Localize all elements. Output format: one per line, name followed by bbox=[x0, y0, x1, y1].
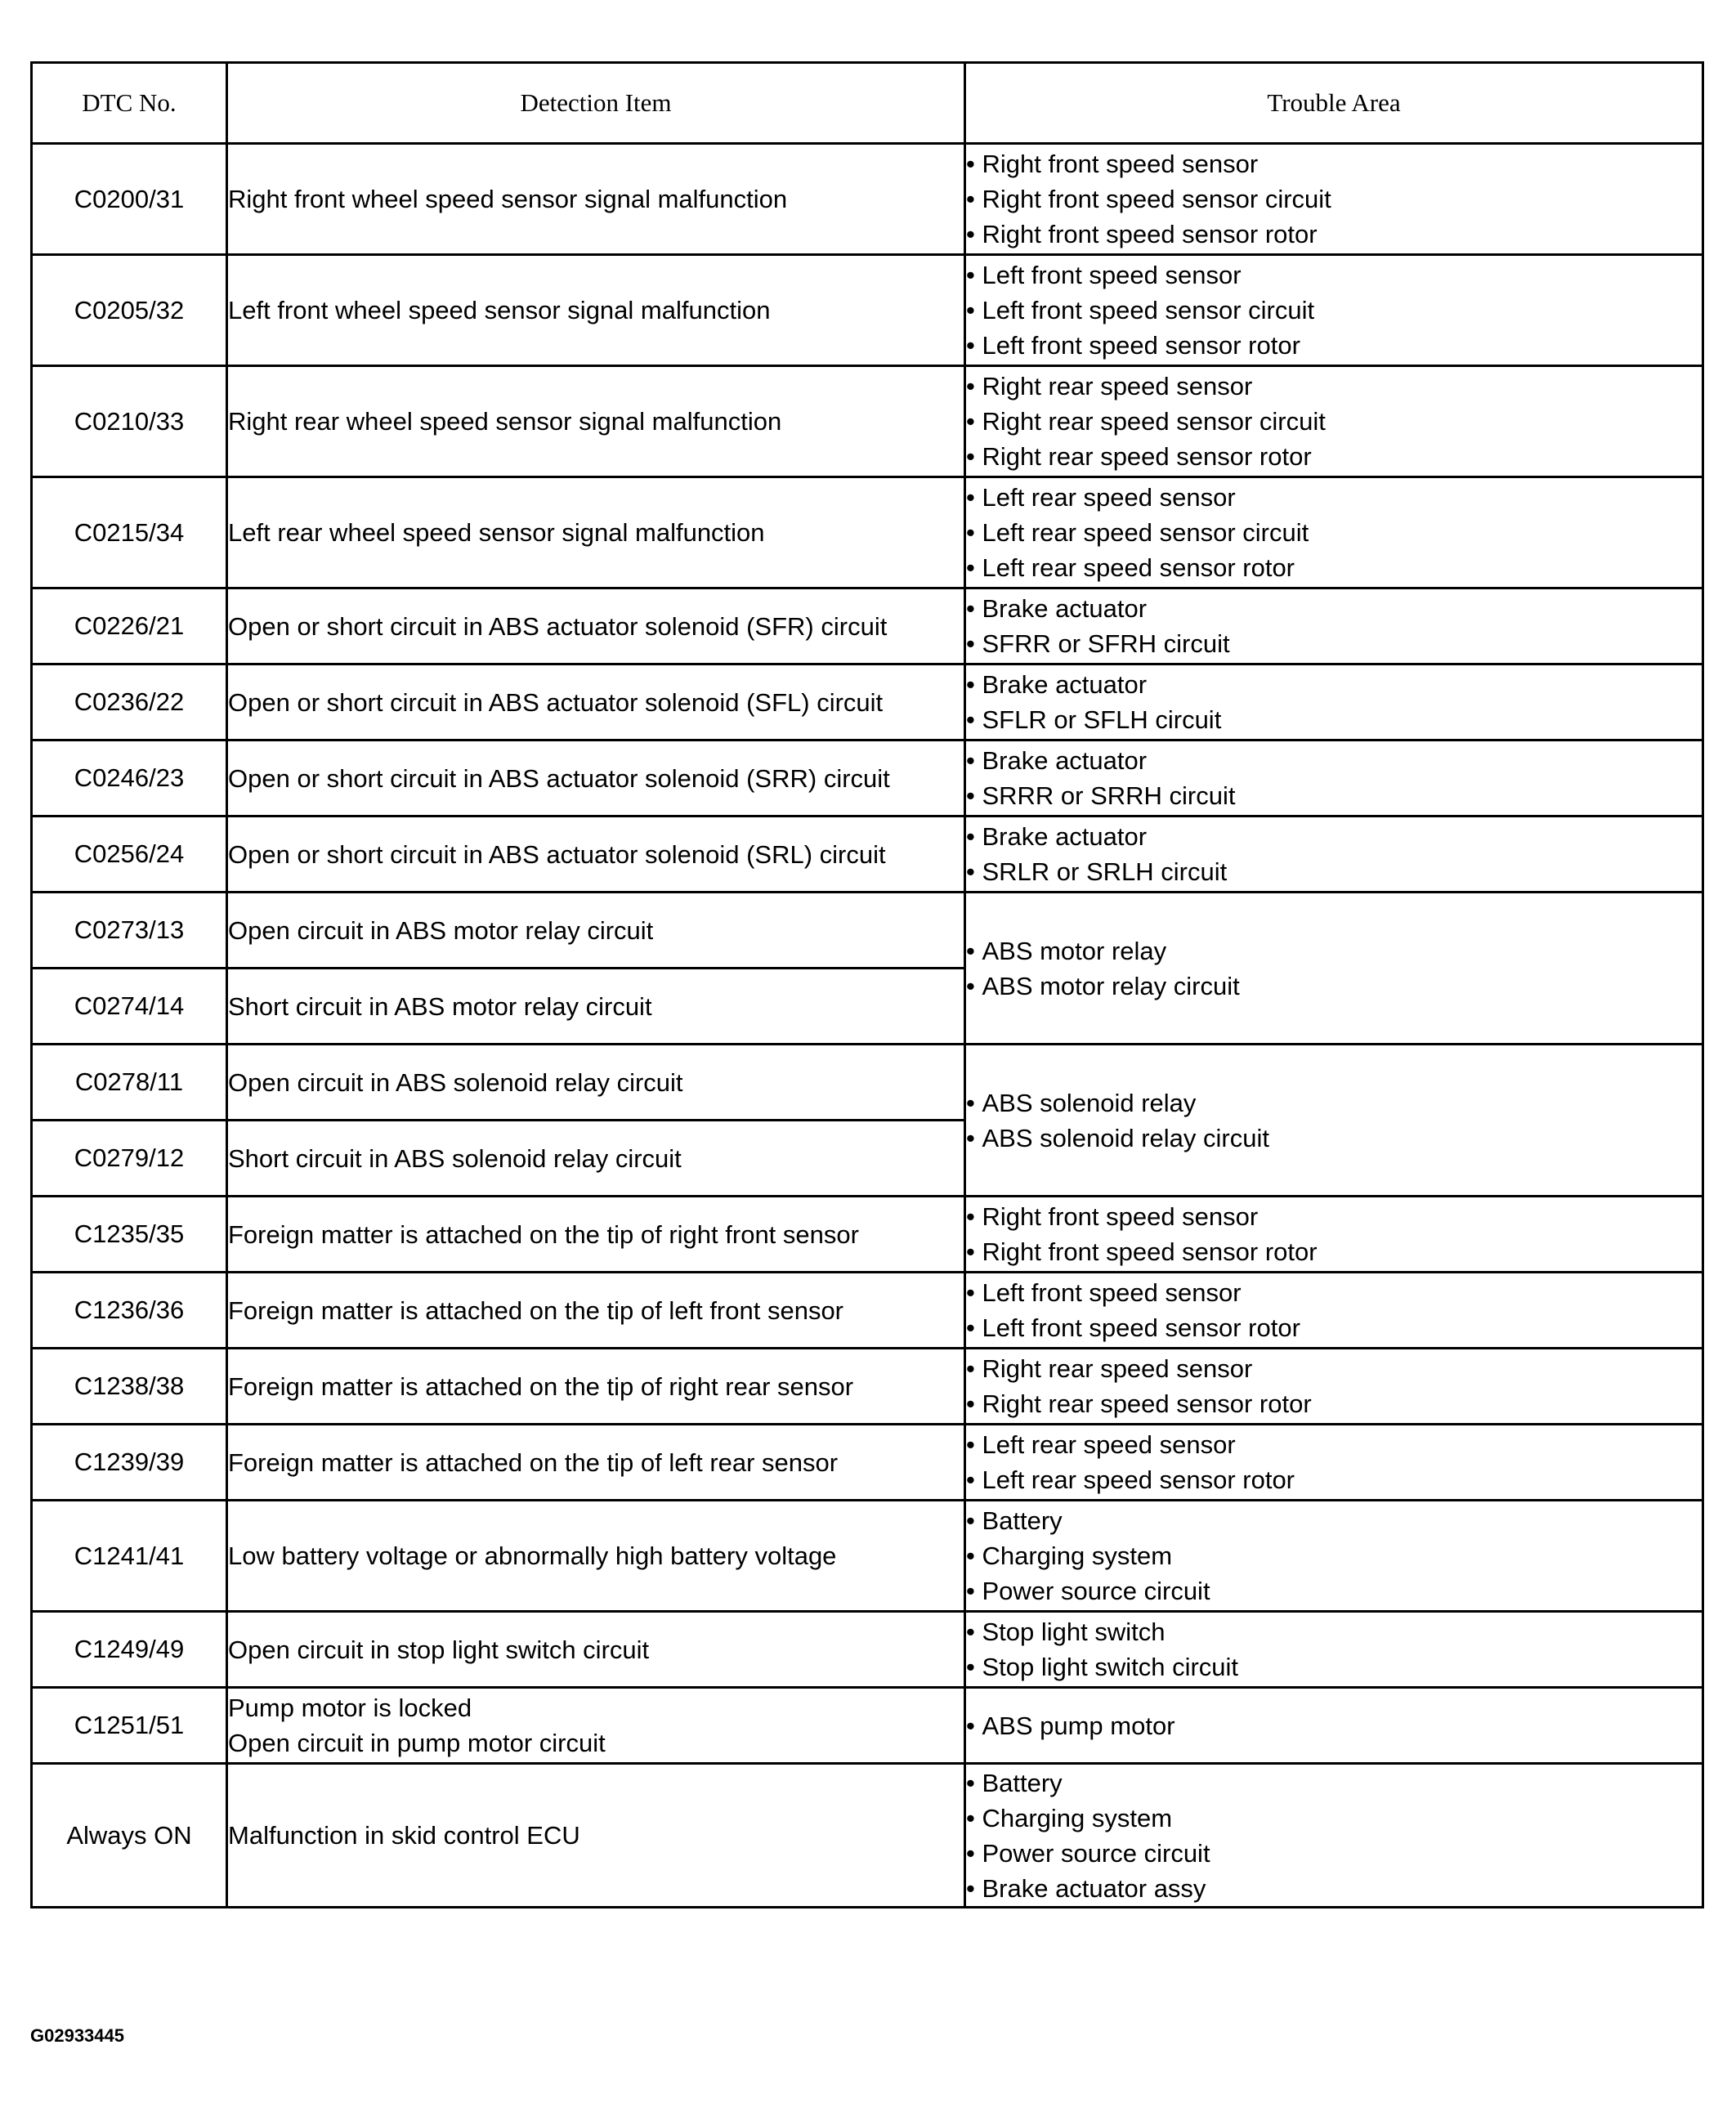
table-row bbox=[32, 893, 1703, 969]
detection-line: Foreign matter is attached on the tip of right front sensor bbox=[228, 1219, 859, 1249]
table-row bbox=[32, 1045, 1703, 1121]
detection-item bbox=[227, 1425, 965, 1501]
detection-line: Open or short circuit in ABS actuator solenoid (SFL) circuit bbox=[228, 687, 884, 717]
trouble-area-bullet: • Battery bbox=[966, 1503, 1702, 1538]
detection-item bbox=[227, 477, 965, 588]
dtc-code: Always ON bbox=[32, 1764, 227, 1908]
dtc-code: C1236/36 bbox=[32, 1273, 227, 1349]
dtc-code: C0236/22 bbox=[32, 664, 227, 741]
detection-item bbox=[227, 1688, 965, 1764]
trouble-area-bullet: • Left rear speed sensor bbox=[966, 480, 1702, 515]
detection-item bbox=[227, 1349, 965, 1425]
trouble-area bbox=[965, 1425, 1703, 1501]
detection-item bbox=[227, 1273, 965, 1349]
dtc-code: C0256/24 bbox=[32, 817, 227, 893]
dtc-code: C1249/49 bbox=[32, 1612, 227, 1688]
table-row bbox=[32, 1273, 1703, 1349]
detection-line: Short circuit in ABS motor relay circuit bbox=[228, 991, 652, 1021]
table-row bbox=[32, 477, 1703, 588]
dtc-code: C0273/13 bbox=[32, 893, 227, 969]
trouble-area bbox=[965, 817, 1703, 893]
detection-item bbox=[227, 969, 965, 1045]
dtc-code: C0215/34 bbox=[32, 477, 227, 588]
trouble-area-bullet: • Left rear speed sensor rotor bbox=[966, 550, 1702, 585]
trouble-area-bullet: • Right front speed sensor bbox=[966, 146, 1702, 181]
trouble-area bbox=[965, 893, 1703, 1045]
trouble-area-bullet: • Left rear speed sensor bbox=[966, 1427, 1702, 1462]
trouble-area-bullet: • Left front speed sensor bbox=[966, 257, 1702, 293]
dtc-code: C0279/12 bbox=[32, 1121, 227, 1197]
trouble-area bbox=[965, 1197, 1703, 1273]
header-detection-item: Detection Item bbox=[227, 63, 965, 144]
detection-item bbox=[227, 817, 965, 893]
detection-line: Open circuit in stop light switch circuit bbox=[228, 1635, 650, 1664]
detection-line: Foreign matter is attached on the tip of left front sensor bbox=[228, 1295, 844, 1325]
detection-item bbox=[227, 255, 965, 366]
trouble-area-bullet: • Right rear speed sensor rotor bbox=[966, 1386, 1702, 1421]
header-row bbox=[32, 63, 1703, 144]
trouble-area-bullet: • Right front speed sensor rotor bbox=[966, 217, 1702, 252]
trouble-area-bullet: • Brake actuator bbox=[966, 667, 1702, 702]
detection-line: Foreign matter is attached on the tip of right rear sensor bbox=[228, 1371, 854, 1401]
trouble-area bbox=[965, 1501, 1703, 1612]
trouble-area-bullet: • ABS pump motor bbox=[966, 1708, 1702, 1743]
table-row bbox=[32, 588, 1703, 664]
table-row bbox=[32, 741, 1703, 817]
detection-item bbox=[227, 1612, 965, 1688]
trouble-area-bullet: • SRLR or SRLH circuit bbox=[966, 854, 1702, 889]
table-row bbox=[32, 1197, 1703, 1273]
dtc-code: C1239/39 bbox=[32, 1425, 227, 1501]
trouble-area-bullet: • Right front speed sensor bbox=[966, 1199, 1702, 1234]
trouble-area-bullet: • Brake actuator bbox=[966, 743, 1702, 778]
trouble-area-bullet: • Left front speed sensor bbox=[966, 1275, 1702, 1310]
detection-line: Open or short circuit in ABS actuator solenoid (SFR) circuit bbox=[228, 611, 888, 641]
trouble-area-bullet: • Right front speed sensor rotor bbox=[966, 1234, 1702, 1269]
trouble-area-bullet: • Right rear speed sensor bbox=[966, 369, 1702, 404]
trouble-area bbox=[965, 1612, 1703, 1688]
table-row bbox=[32, 144, 1703, 255]
table-row bbox=[32, 1425, 1703, 1501]
dtc-code: C0246/23 bbox=[32, 741, 227, 817]
trouble-area-bullet: • Charging system bbox=[966, 1538, 1702, 1573]
detection-line: Left rear wheel speed sensor signal malfunction bbox=[228, 518, 765, 547]
dtc-code: C0205/32 bbox=[32, 255, 227, 366]
trouble-area bbox=[965, 1273, 1703, 1349]
detection-item bbox=[227, 1197, 965, 1273]
detection-line: Open circuit in pump motor circuit bbox=[228, 1729, 606, 1757]
dtc-code: C1238/38 bbox=[32, 1349, 227, 1425]
table-row bbox=[32, 366, 1703, 477]
dtc-table bbox=[30, 61, 1704, 1908]
dtc-code: C0278/11 bbox=[32, 1045, 227, 1121]
detection-line: Left front wheel speed sensor signal malfunction bbox=[228, 296, 771, 324]
trouble-area-bullet: • ABS solenoid relay bbox=[966, 1085, 1702, 1121]
dtc-code: C0210/33 bbox=[32, 366, 227, 477]
detection-item bbox=[227, 366, 965, 477]
trouble-area-bullet: • Left front speed sensor rotor bbox=[966, 1310, 1702, 1345]
trouble-area-bullet: • ABS motor relay circuit bbox=[966, 969, 1702, 1004]
trouble-area bbox=[965, 1349, 1703, 1425]
trouble-area-bullet: • Charging system bbox=[966, 1801, 1702, 1836]
table-row bbox=[32, 1764, 1703, 1908]
trouble-area bbox=[965, 741, 1703, 817]
detection-line: Right front wheel speed sensor signal malfunction bbox=[228, 185, 788, 213]
trouble-area-bullet: • Right front speed sensor circuit bbox=[966, 181, 1702, 217]
trouble-area-bullet: • ABS motor relay bbox=[966, 933, 1702, 969]
detection-line: Right rear wheel speed sensor signal malfunction bbox=[228, 407, 782, 436]
trouble-area-bullet: • Battery bbox=[966, 1765, 1702, 1801]
trouble-area-bullet: • SRRR or SRRH circuit bbox=[966, 778, 1702, 813]
trouble-area-bullet: • ABS solenoid relay circuit bbox=[966, 1121, 1702, 1156]
trouble-area-bullet: • Right rear speed sensor circuit bbox=[966, 404, 1702, 439]
header-dtc-no: DTC No. bbox=[32, 63, 227, 144]
detection-item bbox=[227, 1045, 965, 1121]
detection-line: Open circuit in ABS motor relay circuit bbox=[228, 915, 654, 945]
detection-line: Open or short circuit in ABS actuator solenoid (SRL) circuit bbox=[228, 839, 886, 869]
dtc-code: C0274/14 bbox=[32, 969, 227, 1045]
figure-id: G02933445 bbox=[30, 2025, 124, 2046]
detection-line: Low battery voltage or abnormally high battery voltage bbox=[228, 1541, 837, 1570]
trouble-area-bullet: • SFLR or SFLH circuit bbox=[966, 702, 1702, 737]
dtc-code: C1241/41 bbox=[32, 1501, 227, 1612]
detection-item bbox=[227, 144, 965, 255]
trouble-area bbox=[965, 144, 1703, 255]
trouble-area-bullet: • Left front speed sensor rotor bbox=[966, 328, 1702, 363]
dtc-code: C1251/51 bbox=[32, 1688, 227, 1764]
dtc-code: C1235/35 bbox=[32, 1197, 227, 1273]
header-trouble-area: Trouble Area bbox=[965, 63, 1703, 144]
trouble-area bbox=[965, 255, 1703, 366]
trouble-area-bullet: • SFRR or SFRH circuit bbox=[966, 626, 1702, 661]
trouble-area bbox=[965, 1045, 1703, 1197]
trouble-area-bullet: • Right rear speed sensor rotor bbox=[966, 439, 1702, 474]
trouble-area-bullet: • Brake actuator assy bbox=[966, 1871, 1702, 1906]
trouble-area bbox=[965, 1688, 1703, 1764]
trouble-area-bullet: • Right rear speed sensor bbox=[966, 1351, 1702, 1386]
trouble-area-bullet: • Stop light switch circuit bbox=[966, 1649, 1702, 1685]
trouble-area bbox=[965, 477, 1703, 588]
trouble-area-bullet: • Stop light switch bbox=[966, 1614, 1702, 1649]
trouble-area-bullet: • Power source circuit bbox=[966, 1836, 1702, 1871]
trouble-area bbox=[965, 1764, 1703, 1908]
table-row bbox=[32, 1501, 1703, 1612]
dtc-code: C0226/21 bbox=[32, 588, 227, 664]
table-row bbox=[32, 1612, 1703, 1688]
detection-line: Open or short circuit in ABS actuator solenoid (SRR) circuit bbox=[228, 763, 890, 793]
table-row bbox=[32, 1688, 1703, 1764]
detection-line: Open circuit in ABS solenoid relay circuit bbox=[228, 1067, 683, 1097]
detection-line: Short circuit in ABS solenoid relay circuit bbox=[228, 1143, 682, 1173]
dtc-code: C0200/31 bbox=[32, 144, 227, 255]
detection-item bbox=[227, 664, 965, 741]
trouble-area bbox=[965, 664, 1703, 741]
trouble-area bbox=[965, 588, 1703, 664]
detection-item bbox=[227, 1501, 965, 1612]
detection-item bbox=[227, 1764, 965, 1908]
detection-line: Pump motor is locked bbox=[228, 1694, 472, 1722]
trouble-area-bullet: • Left rear speed sensor circuit bbox=[966, 515, 1702, 550]
trouble-area bbox=[965, 366, 1703, 477]
trouble-area-bullet: • Power source circuit bbox=[966, 1573, 1702, 1609]
trouble-area-bullet: • Brake actuator bbox=[966, 819, 1702, 854]
detection-item bbox=[227, 893, 965, 969]
detection-item bbox=[227, 1121, 965, 1197]
detection-line: Malfunction in skid control ECU bbox=[228, 1821, 580, 1850]
table-row bbox=[32, 255, 1703, 366]
table-row bbox=[32, 1349, 1703, 1425]
table-row bbox=[32, 817, 1703, 893]
detection-item bbox=[227, 741, 965, 817]
trouble-area-bullet: • Left rear speed sensor rotor bbox=[966, 1462, 1702, 1497]
trouble-area-bullet: • Left front speed sensor circuit bbox=[966, 293, 1702, 328]
detection-item bbox=[227, 588, 965, 664]
detection-line: Foreign matter is attached on the tip of left rear sensor bbox=[228, 1448, 839, 1477]
table-row bbox=[32, 664, 1703, 741]
trouble-area-bullet: • Brake actuator bbox=[966, 591, 1702, 626]
